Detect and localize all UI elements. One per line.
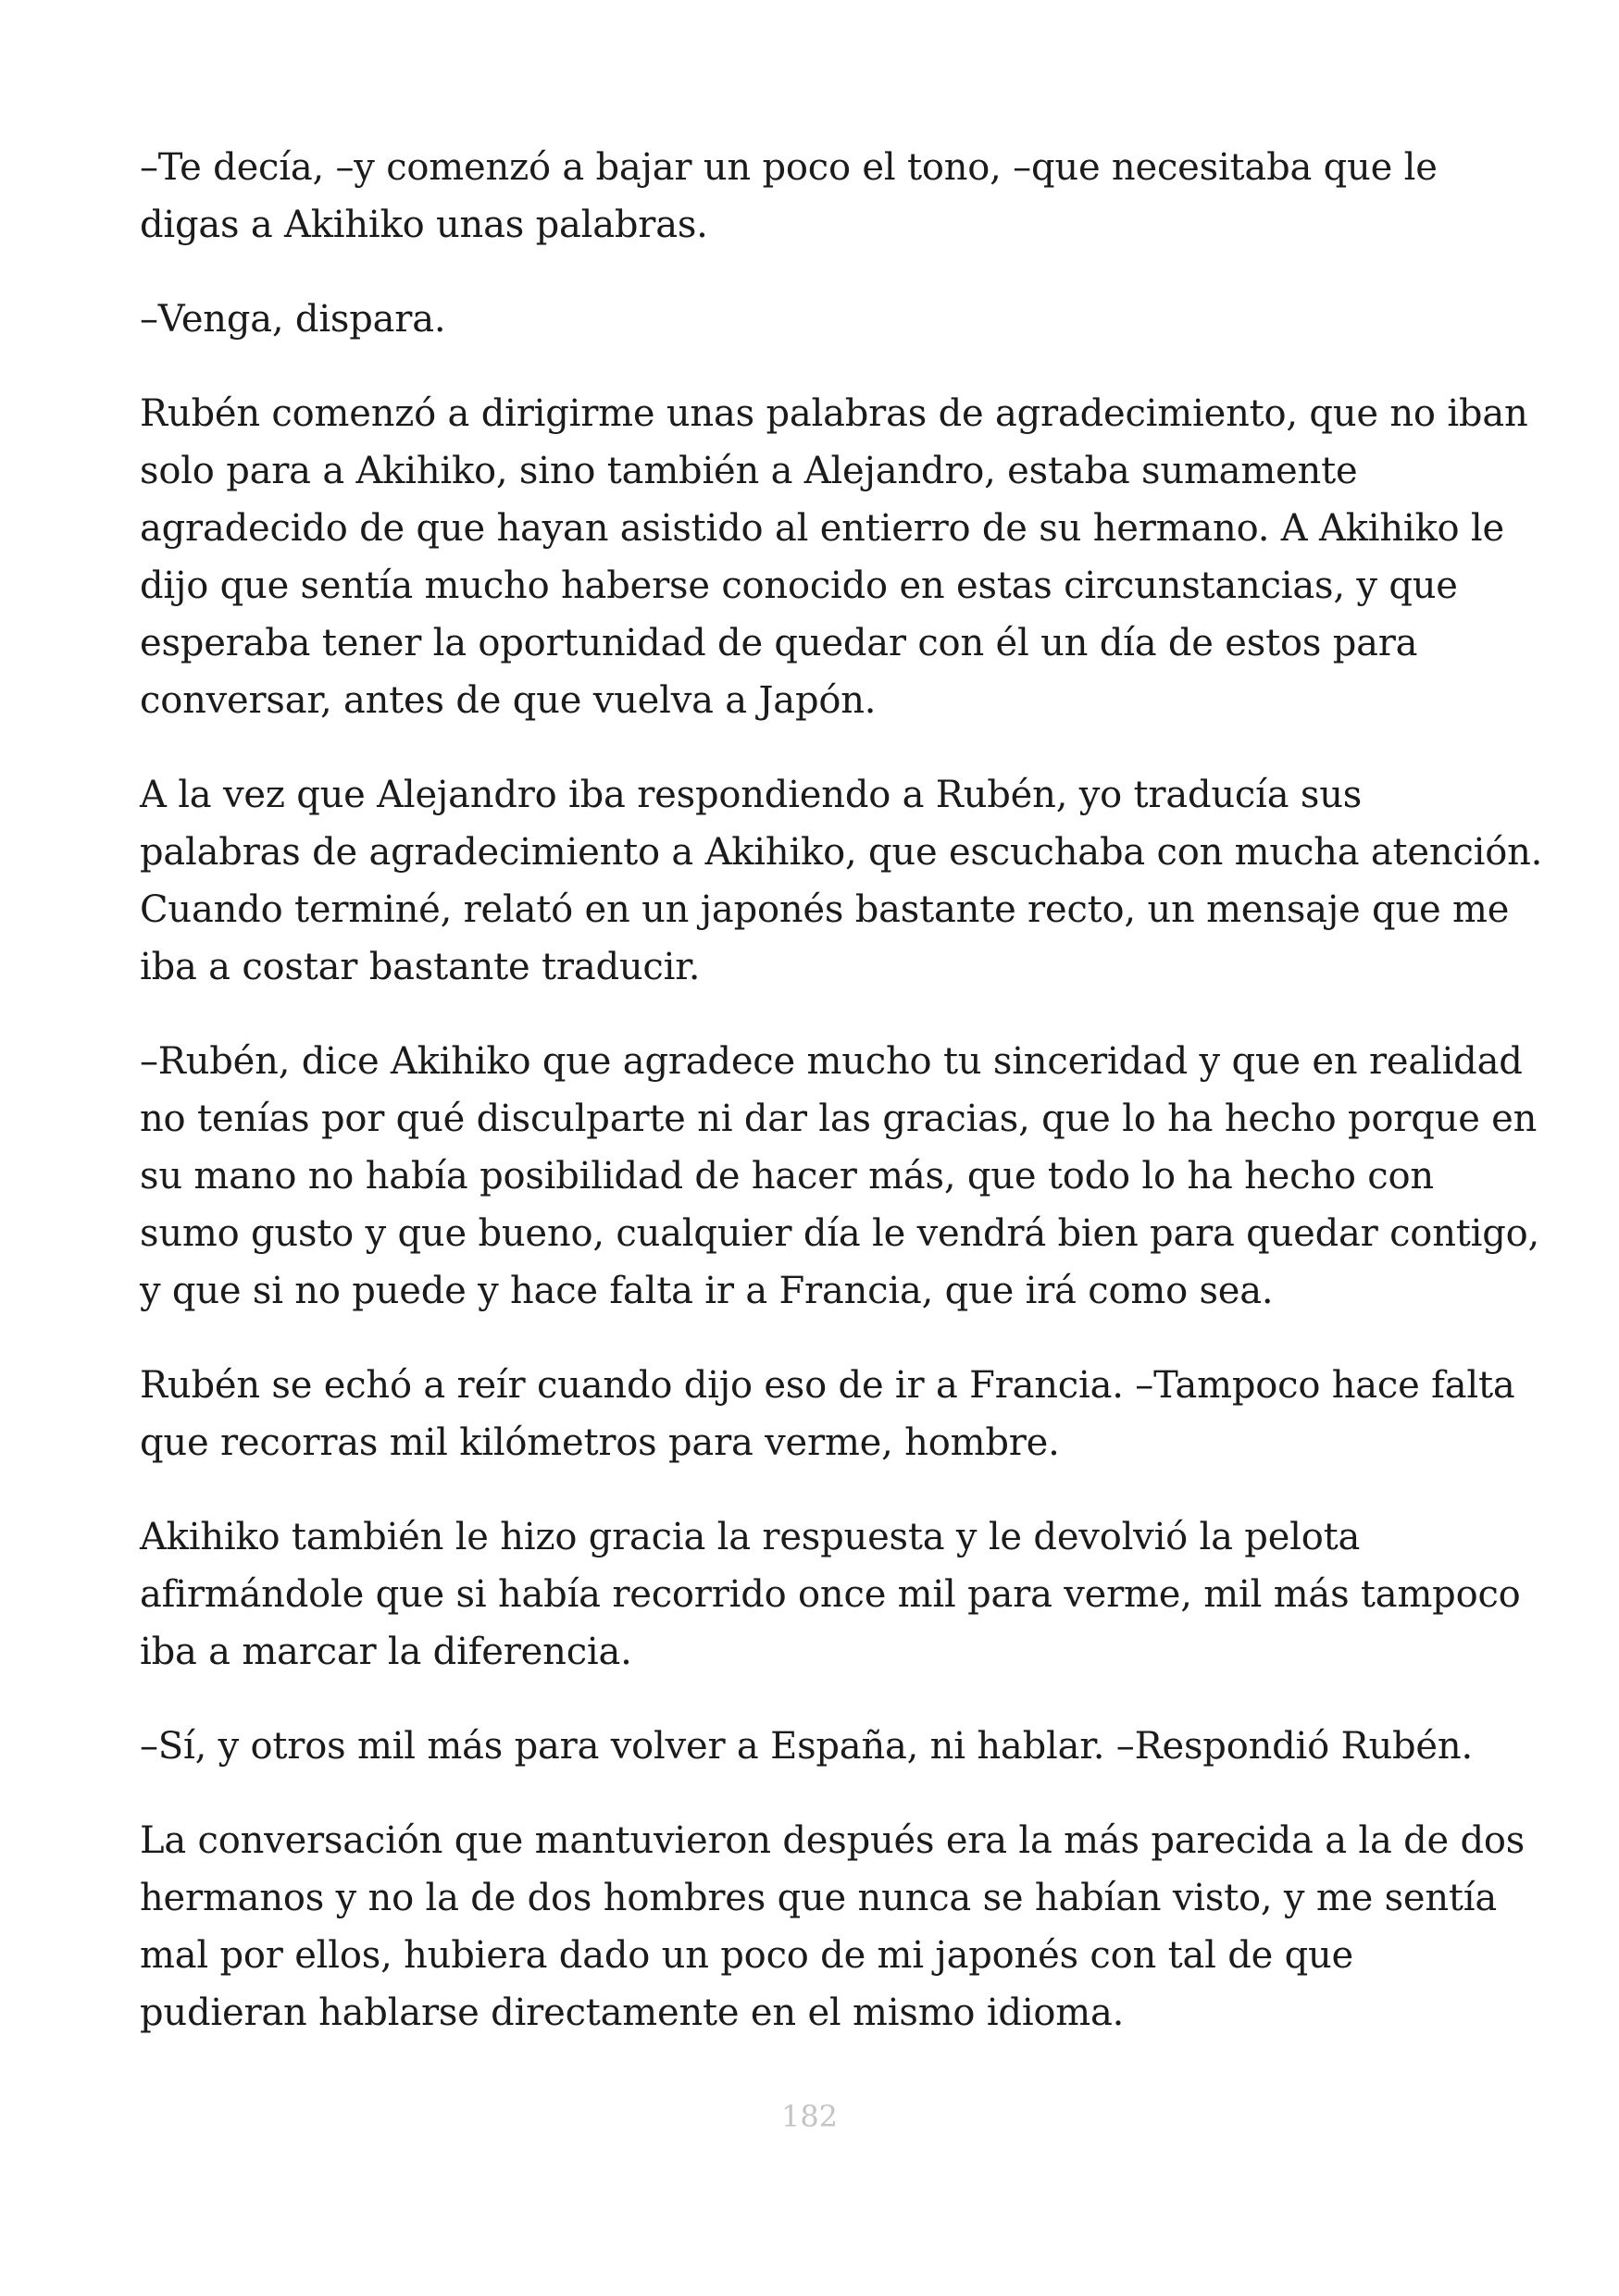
text-line: y que si no puede y hace falta ir a Francia, que irá como sea. xyxy=(140,1270,1274,1312)
text-line: su mano no había posibilidad de hacer más, que todo lo ha hecho con xyxy=(140,1155,1434,1198)
body-text xyxy=(140,139,1543,2079)
paragraph-5 xyxy=(140,1033,1540,1320)
text-line: La conversación que mantuvieron después era la más parecida a la de dos xyxy=(140,1819,1526,1862)
text-line: pudieran hablarse directamente en el mismo idioma. xyxy=(140,1992,1125,2034)
paragraph-1 xyxy=(140,139,1528,254)
text-line: –Rubén, dice Akihiko que agradece mucho tu sinceridad y que en realidad xyxy=(140,1040,1523,1083)
text-line: A la vez que Alejandro iba respondiendo a Rubén, yo traducía sus xyxy=(140,774,1363,816)
text-line: –Te decía, –y comenzó a bajar un poco el tono, –que necesitaba que le xyxy=(140,146,1438,189)
paragraph-3 xyxy=(140,385,1528,729)
text-line: que recorras mil kilómetros para verme, hombre. xyxy=(140,1421,1060,1464)
page-number: 182 xyxy=(780,2099,839,2134)
paragraph-4 xyxy=(140,766,1543,996)
text-line: hermanos y no la de dos hombres que nunca se habían visto, y me sentía xyxy=(140,1877,1498,1919)
text-line: conversar, antes de que vuelva a Japón. xyxy=(140,679,877,722)
text-line: Rubén comenzó a dirigirme unas palabras de agradecimiento, que no iban xyxy=(140,392,1528,435)
paragraph-2 xyxy=(140,291,1528,348)
paragraph-9 xyxy=(140,1812,1528,2042)
text-line: solo para a Akihiko, sino también a Alejandro, estaba sumamente xyxy=(140,450,1358,492)
paragraph-8 xyxy=(140,1718,1528,1775)
text-line: afirmándole que si había recorrido once mil para verme, mil más tampoco xyxy=(140,1573,1521,1616)
text-line: iba a costar bastante traducir. xyxy=(140,946,701,988)
text-line: mal por ellos, hubiera dado un poco de mi japonés con tal de que xyxy=(140,1934,1354,1977)
text-line: iba a marcar la diferencia. xyxy=(140,1631,632,1673)
text-line: Cuando terminé, relató en un japonés bastante recto, un mensaje que me xyxy=(140,888,1510,931)
text-line: no tenías por qué disculparte ni dar las gracias, que lo ha hecho porque en xyxy=(140,1098,1538,1140)
text-line: dijo que sentía mucho haberse conocido en estas circunstancias, y que xyxy=(140,565,1458,607)
paragraph-6 xyxy=(140,1357,1528,1471)
text-line: digas a Akihiko unas palabras. xyxy=(140,204,708,246)
text-line: Akihiko también le hizo gracia la respuesta y le devolvió la pelota xyxy=(140,1516,1361,1558)
paragraph-7 xyxy=(140,1508,1528,1681)
text-line: Rubén se echó a reír cuando dijo eso de ir a Francia. –Tampoco hace falta xyxy=(140,1364,1515,1407)
text-line: palabras de agradecimiento a Akihiko, que escuchaba con mucha atención. xyxy=(140,831,1543,874)
text-line: agradecido de que hayan asistido al entierro de su hermano. A Akihiko le xyxy=(140,507,1504,550)
text-line: esperaba tener la oportunidad de quedar con él un día de estos para xyxy=(140,622,1418,664)
text-line: –Venga, dispara. xyxy=(140,298,446,341)
text-line: sumo gusto y que bueno, cualquier día le vendrá bien para quedar contigo, xyxy=(140,1212,1540,1255)
text-line: –Sí, y otros mil más para volver a España, ni hablar. –Respondió Rubén. xyxy=(140,1725,1473,1768)
